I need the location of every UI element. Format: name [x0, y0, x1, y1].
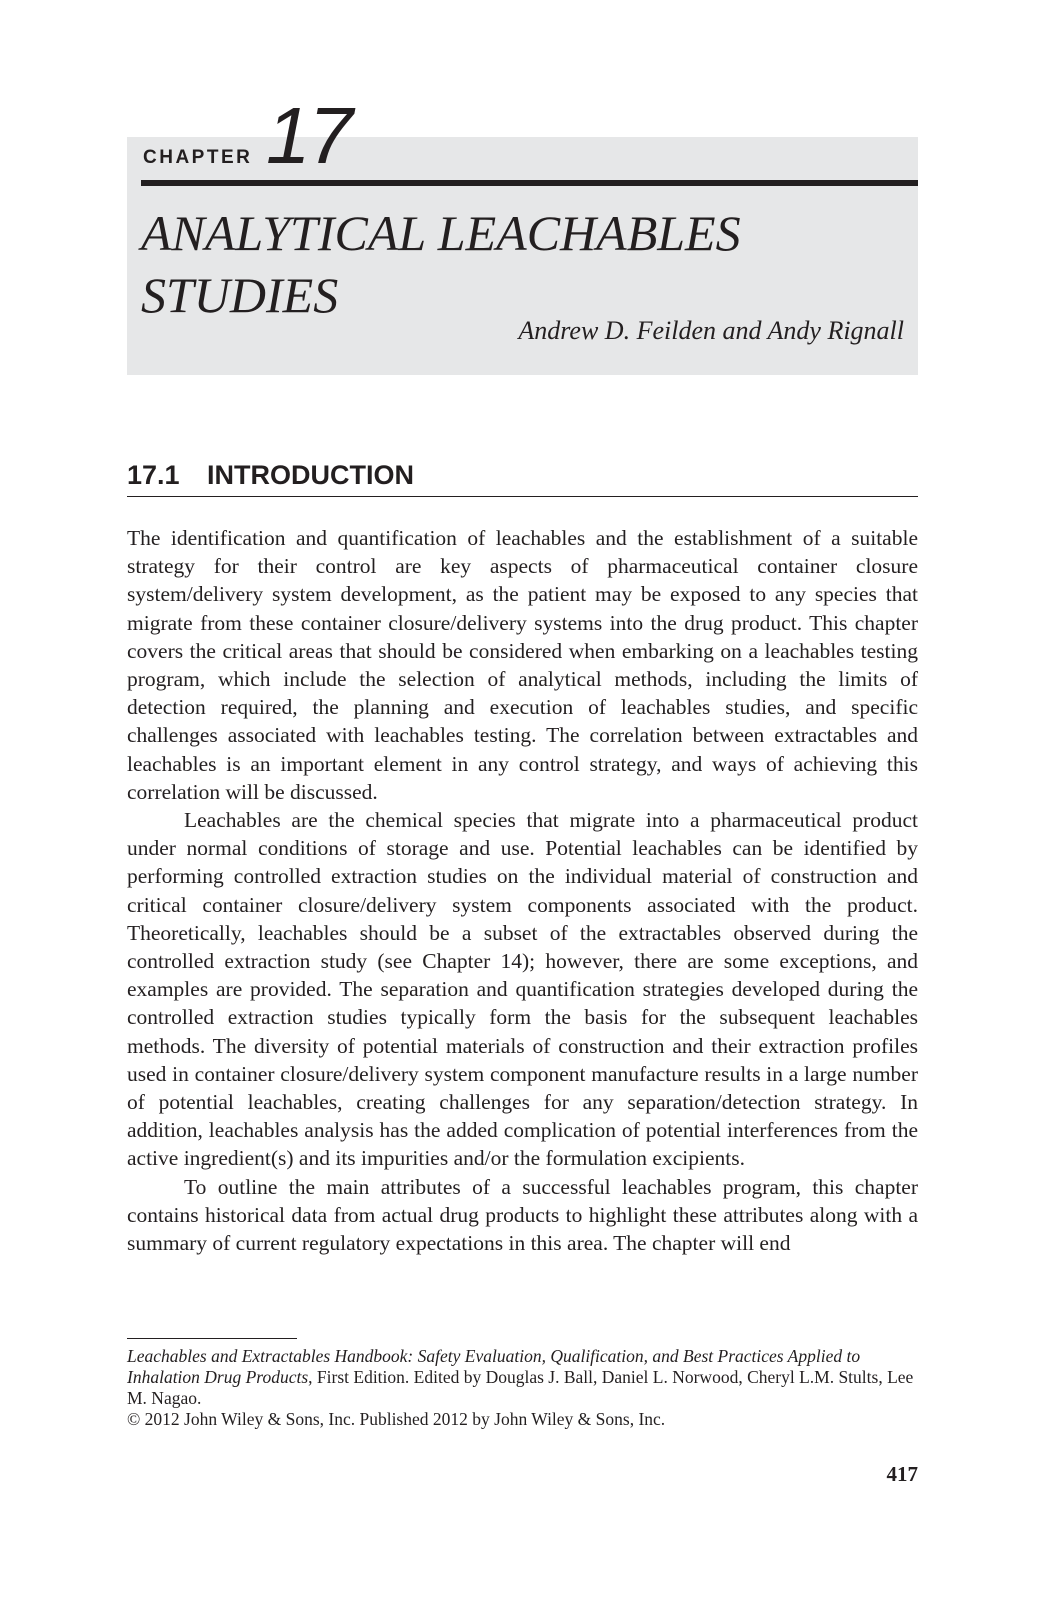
- chapter-number: 17: [266, 91, 351, 180]
- body-text: [127, 524, 918, 1257]
- chapter-rule: [141, 180, 918, 186]
- footnote: [127, 1346, 918, 1430]
- chapter-authors: Andrew D. Feilden and Andy Rignall: [518, 316, 904, 345]
- section-heading: [127, 460, 918, 497]
- footnote-rule: [127, 1338, 297, 1339]
- chapter-title-line-1: ANALYTICAL LEACHABLES: [141, 205, 741, 261]
- chapter-title-line-2: STUDIES: [141, 267, 339, 323]
- chapter-title: [141, 202, 901, 326]
- footnote-book-title: Leachables and Extractables Handbook: Safety Evaluation, Qualification, and Best Practices Applied to Inhalation Drug Products: [127, 1346, 861, 1387]
- section-title: INTRODUCTION: [207, 460, 414, 490]
- footnote-citation: [127, 1346, 918, 1409]
- paragraph-2: Leachables are the chemical species that migrate into a pharmaceutical product under normal conditions of storage and use. Potential leachables can be identified by performing controlled extraction studies on the individual material of construction and critical container closure/delivery system components associated with the product. Theoretically, leachables should be a subset of the extractables observed during the controlled extraction study (see Chapter 14); however, there are some exceptions, and examples are provided. The separation and quantification strategies developed during the controlled extraction studies typically form the basis for the subsequent leachables methods. The diversity of potential materials of construction and their extraction profiles used in container closure/delivery system component manufacture results in a large number of potential leachables, creating challenges for any separation/detection strategy. In addition, leachables analysis has the added complication of potential interferences from the active ingredient(s) and its impurities and/or the formulation excipients.: [127, 808, 918, 1171]
- chapter-label: CHAPTER: [143, 147, 253, 168]
- page-number: 417: [886, 1462, 918, 1486]
- paragraph-3: To outline the main attributes of a successful leachables program, this chapter contains historical data from actual drug products to highlight these attributes along with a summary of current regulatory expectations in this area. The chapter will end: [127, 1174, 918, 1256]
- paragraph-1: The identification and quantification of leachables and the establishment of a suitable strategy for their control are key aspects of pharmaceutical container closure system/delivery system development, as the patient may be exposed to any species that migrate from these container closure/delivery systems into the drug product. This chapter covers the critical areas that should be considered when embarking on a leachables testing program, which include the selection of analytical methods, including the limits of detection required, the planning and execution of leachables studies, and specific challenges associated with leachables testing. The correlation between extractables and leachables is an important element in any control strategy, and ways of achieving this correlation will be discussed.: [127, 526, 918, 804]
- footnote-edition: , First Edition. Edited by Douglas J. Ball, Daniel L. Norwood, Cheryl L.M. Stults, Lee M. Nagao.: [127, 1367, 914, 1408]
- footnote-copyright: © 2012 John Wiley & Sons, Inc. Published 2012 by John Wiley & Sons, Inc.: [127, 1409, 666, 1429]
- section-number: 17.1: [127, 460, 180, 490]
